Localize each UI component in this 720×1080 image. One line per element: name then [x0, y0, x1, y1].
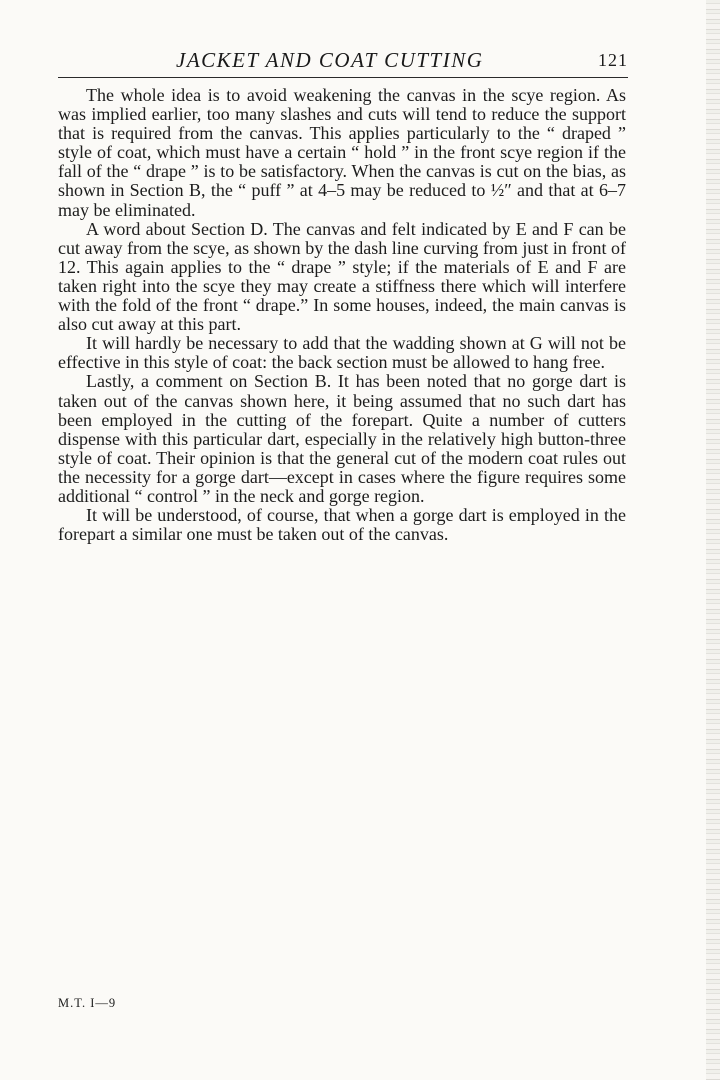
paragraph-3: It will hardly be necessary to add that the wadding shown at G will not be effective in this style of coat: the back section must be allowed to hang free.	[58, 333, 626, 373]
paragraph-5: It will be understood, of course, that when a gorge dart is employed in the forepart a similar one must be taken out of the canvas.	[58, 505, 626, 545]
page-header	[58, 48, 628, 76]
running-title: JACKET AND COAT CUTTING	[176, 48, 484, 72]
printer-signature: M.T. I—9	[58, 996, 117, 1010]
paragraph-2: A word about Section D. The canvas and felt indicated by E and F can be cut away from the scye, as shown by the dash line curving from just in front of 12. This again applies to the “ drape ” style; if the materials of E and F are taken right into the scye they may create a stiffness there which will interfere with the fold of the front “ drape.” In some houses, indeed, the main canvas is also cut away at this part.	[58, 218, 626, 335]
body-text	[58, 86, 626, 544]
paragraph-4: Lastly, a comment on Section B. It has been noted that no gorge dart is taken out of the canvas shown here, it being assumed that no such dart has been employed in the cutting of the forepart. Quite a number of cutters dispense with this particular dart, especially in the relatively high button-three style of coat. Their opinion is that the general cut of the modern coat rules out the necessity for a gorge dart—except in cases where the figure requires some additional “ control ” in the neck and gorge region.	[58, 371, 626, 506]
page-edge-shadow	[706, 0, 720, 1080]
paragraph-1: The whole idea is to avoid weakening the canvas in the scye region. As was implied earlier, too many slashes and cuts will tend to reduce the support that is required from the canvas. This applies particularly to the “ draped ” style of coat, which must have a certain “ hold ” in the front scye region if the fall of the “ drape ” is to be satisfactory. When the canvas is cut on the bias, as shown in Section B, the “ puff ” at 4–5 may be reduced to ½″ and that at 6–7 may be eliminated.	[58, 85, 626, 220]
page-number: 121	[598, 50, 628, 70]
header-rule	[58, 77, 628, 78]
